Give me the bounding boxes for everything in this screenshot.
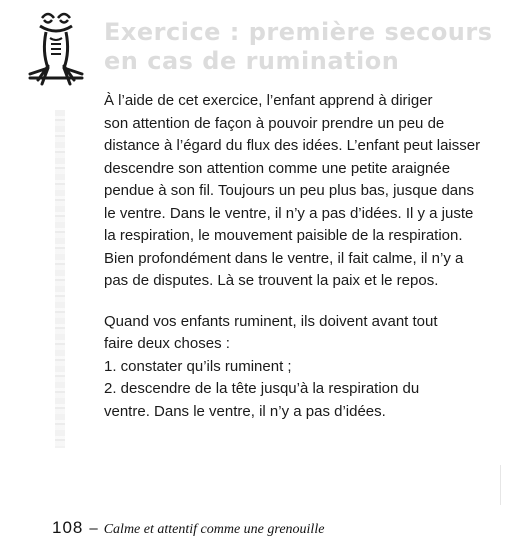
paragraph-2 — [104, 311, 504, 424]
page-title — [104, 18, 504, 76]
footer-separator: – — [89, 520, 98, 537]
paragraph-1 — [104, 90, 504, 293]
text-line: Quand vos enfants ruminent, ils doivent avant tout — [104, 312, 438, 330]
list-item-1: 1. constater qu’ils ruminent ; — [104, 357, 292, 375]
text-line: Bien profondément dans le ventre, il fait calme, il n’y a — [104, 249, 464, 267]
text-line: ventre. Dans le ventre, il n’y a pas d’idées. — [104, 402, 386, 420]
crop-mark — [500, 465, 501, 505]
text-line: descendre son attention comme une petite araignée — [104, 159, 451, 177]
text-line: distance à l’égard du flux des idées. L’enfant peut laisser — [104, 137, 481, 154]
text-line: faire deux choses : — [104, 335, 230, 352]
page-number: 108 — [52, 518, 84, 537]
text-line: le ventre. Dans le ventre, il n’y a pas d’idées. Il y a juste — [104, 204, 474, 222]
body-text — [104, 90, 504, 423]
margin-decoration — [55, 110, 65, 448]
running-title: Calme et attentif comme une grenouille — [103, 522, 325, 537]
text-line: pendue à son fil. Toujours un peu plus bas, jusque dans — [104, 182, 474, 199]
page-footer — [52, 518, 324, 538]
title-line-1: Exercice : première secours — [104, 18, 493, 46]
text-line: pas de disputes. Là se trouvent la paix et le repos. — [104, 272, 439, 289]
text-line: son attention de façon à pouvoir prendre un peu de — [104, 114, 445, 132]
text-line: À l’aide de cet exercice, l’enfant apprend à diriger — [104, 92, 433, 109]
text-line: la respiration, le mouvement paisible de la respiration. — [104, 227, 463, 244]
frog-icon — [24, 8, 88, 92]
title-line-2: en cas de rumination — [104, 47, 400, 75]
list-item-2: 2. descendre de la tête jusqu’à la respiration du — [104, 380, 420, 397]
